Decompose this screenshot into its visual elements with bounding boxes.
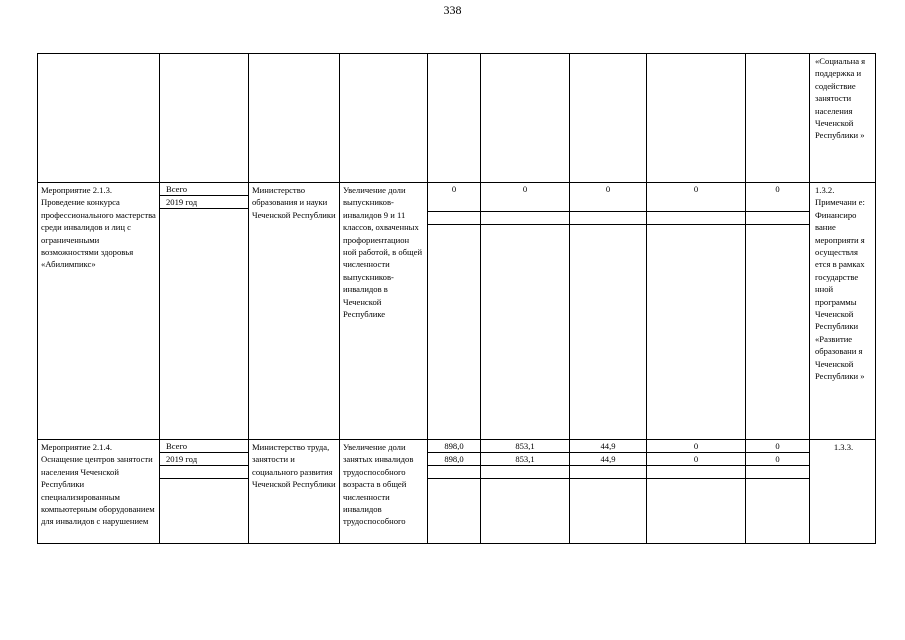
value-year	[570, 212, 646, 225]
executor-text: Министерство образования и науки Чеченской Республики	[252, 185, 336, 220]
value-year	[746, 212, 809, 225]
value-year: 853,1	[481, 453, 569, 466]
note-text: 1.3.2. Примечани е: Финансиро вание мероприяти я осуществля ется в рамках государстве нной программы Чеченской Республики «Развитие образовани я Чеченской Республики »	[815, 185, 865, 382]
cell-executor	[249, 183, 340, 440]
cell-value	[647, 440, 746, 544]
cell-source	[160, 440, 249, 544]
cell-value	[570, 440, 647, 544]
cell-activity	[38, 183, 160, 440]
cell-value	[481, 183, 570, 440]
value-total: 853,1	[481, 440, 569, 453]
value-total: 0	[451, 184, 457, 194]
cell-value	[428, 183, 481, 440]
cell-indicator	[340, 440, 428, 544]
value-spacer	[746, 195, 809, 212]
value-year	[481, 212, 569, 225]
cell-empty	[647, 54, 746, 183]
cell-activity	[38, 440, 160, 544]
program-table	[37, 53, 876, 544]
cell-empty	[160, 54, 249, 183]
value-spacer	[428, 195, 480, 212]
value-year: 0	[746, 453, 809, 466]
source-total: Всего	[160, 183, 248, 196]
cell-empty	[38, 54, 160, 183]
cell-value	[746, 183, 810, 440]
value-year: 0	[647, 453, 745, 466]
source-spacer	[160, 466, 248, 479]
value-spacer	[428, 466, 480, 479]
cell-value	[428, 440, 481, 544]
value-spacer	[481, 195, 569, 212]
value-total: 44,9	[570, 440, 646, 453]
cell-empty	[428, 54, 481, 183]
cell-empty	[570, 54, 647, 183]
value-spacer	[570, 466, 646, 479]
cell-value	[570, 183, 647, 440]
value-total: 0	[522, 184, 528, 194]
value-total: 0	[647, 440, 745, 453]
cell-note	[810, 440, 876, 544]
cell-value	[647, 183, 746, 440]
source-year: 2019 год	[160, 453, 248, 466]
source-total: Всего	[160, 440, 248, 453]
value-year: 44,9	[570, 453, 646, 466]
source-year: 2019 год	[160, 196, 248, 209]
value-year: 898,0	[428, 453, 480, 466]
value-total: 0	[605, 184, 611, 194]
note-text: 1.3.3.	[833, 442, 854, 452]
value-spacer	[746, 466, 809, 479]
cell-empty	[481, 54, 570, 183]
value-total: 0	[775, 184, 780, 194]
activity-name: Мероприятие 2.1.4. Оснащение центров занятости населения Чеченской Республики специализированным компьютерным оборудованием для инвалидов с нарушением	[41, 442, 155, 527]
cell-source	[160, 183, 249, 440]
executor-text: Министерство труда, занятости и социального развития Чеченской Республики	[252, 442, 336, 490]
cell-empty	[340, 54, 428, 183]
value-total: 0	[746, 440, 809, 453]
cell-indicator	[340, 183, 428, 440]
activity-name: Мероприятие 2.1.3. Проведение конкурса профессионального мастерства среди инвалидов и лиц с ограниченными возможностями здоровья «Абилимпикс»	[41, 185, 156, 270]
value-spacer	[481, 466, 569, 479]
value-year	[428, 212, 480, 225]
table-row	[38, 183, 876, 440]
cell-empty	[249, 54, 340, 183]
page-number: 338	[443, 3, 462, 17]
table-row	[38, 54, 876, 183]
cell-value	[481, 440, 570, 544]
cell-note	[810, 54, 876, 183]
value-total: 898,0	[428, 440, 480, 453]
indicator-text: Увеличение доли занятых инвалидов трудоспособного возраста в общей численности инвалидов трудоспособного	[343, 442, 414, 527]
value-year	[647, 212, 745, 225]
note-text: «Социальна я поддержка и содействие занятости населения Чеченской Республики »	[815, 56, 866, 141]
indicator-text: Увеличение доли выпускников-инвалидов 9 и 11 классов, охваченных профориентацион ной работой, в общей численности выпускников-инвалидов в Чеченской Республике	[343, 185, 423, 320]
value-spacer	[570, 195, 646, 212]
cell-executor	[249, 440, 340, 544]
table-row	[38, 440, 876, 544]
cell-value	[746, 440, 810, 544]
cell-empty	[746, 54, 810, 183]
value-total: 0	[693, 184, 699, 194]
cell-note	[810, 183, 876, 440]
value-spacer	[647, 466, 745, 479]
value-spacer	[647, 195, 745, 212]
